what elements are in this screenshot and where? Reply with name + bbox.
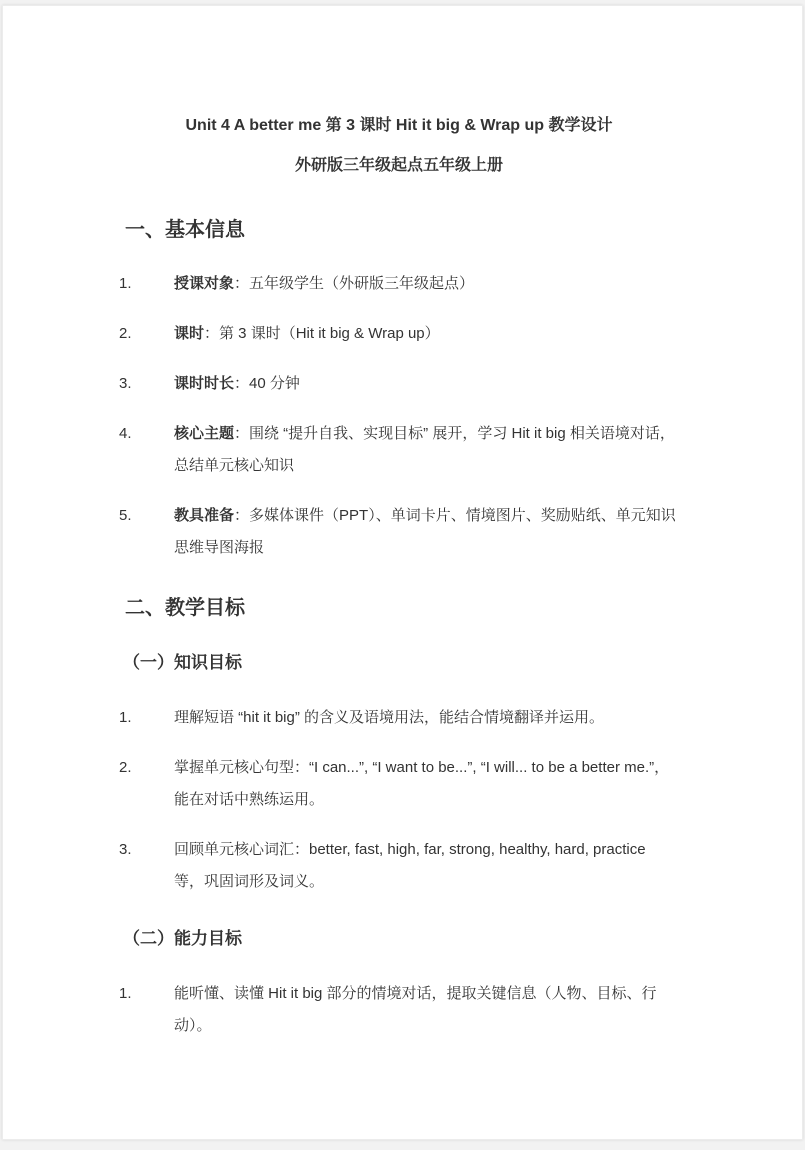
- list-item: [119, 752, 679, 816]
- list-item-number: 1.: [119, 709, 132, 726]
- list-item-text: 掌握单元核心句型：“I can...”, “I want to be...”, “I will... to be a better me.”，能在对话中熟练运用。: [174, 759, 670, 808]
- list-item: [119, 418, 679, 482]
- list-item-label: 核心主题: [174, 425, 235, 442]
- list-item: [119, 834, 679, 898]
- list-item-label: 教具准备: [174, 507, 235, 524]
- doc-title-line2: 外研版三年级起点五年级上册: [294, 157, 503, 174]
- list-item-text: [174, 418, 679, 482]
- list-item: [119, 702, 679, 734]
- list-item-value: ：第 3 课时（Hit it big & Wrap up）: [204, 325, 440, 342]
- list-item-number: 3.: [119, 841, 132, 858]
- list-item-number: 2.: [119, 759, 132, 776]
- list-item: [119, 368, 679, 400]
- list-item-text: 能听懂、读懂 Hit it big 部分的情境对话，提取关键信息（人物、目标、行动）。: [174, 985, 657, 1034]
- section-heading-basic-info: 一、基本信息: [125, 219, 245, 241]
- list-item-number: 3.: [119, 375, 132, 392]
- subsection-heading-knowledge-goals: （一）知识目标: [123, 653, 242, 672]
- list-item-text: [174, 268, 679, 300]
- list-item-value: ：多媒体课件（PPT）、单词卡片、情境图片、奖励贴纸、单元知识思维导图海报: [174, 507, 676, 556]
- list-item: [119, 978, 679, 1042]
- basic-info-list: [119, 268, 679, 564]
- subsection-heading-ability-goals: （二）能力目标: [123, 929, 242, 948]
- list-item: [119, 500, 679, 564]
- list-item-text: 回顾单元核心词汇：better, fast, high, far, strong, healthy, hard, practice 等，巩固词形及词义。: [174, 841, 646, 890]
- list-item-number: 4.: [119, 425, 132, 442]
- list-item-text: [174, 318, 679, 350]
- doc-title-line1: Unit 4 A better me 第 3 课时 Hit it big & Wrap up 教学设计: [185, 117, 613, 134]
- list-item-value: ：40 分钟: [234, 375, 300, 392]
- document-page: [2, 5, 803, 1140]
- list-item-label: 课时时长: [174, 375, 235, 392]
- section-heading-teaching-goals: 二、教学目标: [125, 597, 245, 619]
- list-item-value: ：五年级学生（外研版三年级起点）: [234, 275, 475, 292]
- knowledge-goals-list: [119, 702, 679, 898]
- ability-goals-list: [119, 978, 679, 1042]
- list-item-number: 1.: [119, 985, 132, 1002]
- list-item: [119, 318, 679, 350]
- list-item-number: 5.: [119, 507, 132, 524]
- list-item-number: 1.: [119, 275, 132, 292]
- list-item: [119, 268, 679, 300]
- list-item-text: [174, 500, 679, 564]
- list-item-label: 授课对象: [174, 275, 235, 292]
- list-item-number: 2.: [119, 325, 132, 342]
- list-item-label: 课时: [174, 325, 205, 342]
- list-item-value: ：围绕 “提升自我、实现目标” 展开，学习 Hit it big 相关语境对话，总结单元核心知识: [174, 425, 675, 474]
- list-item-text: 理解短语 “hit it big” 的含义及语境用法，能结合情境翻译并运用。: [174, 709, 605, 726]
- list-item-text: [174, 368, 679, 400]
- document-content: [3, 6, 802, 1100]
